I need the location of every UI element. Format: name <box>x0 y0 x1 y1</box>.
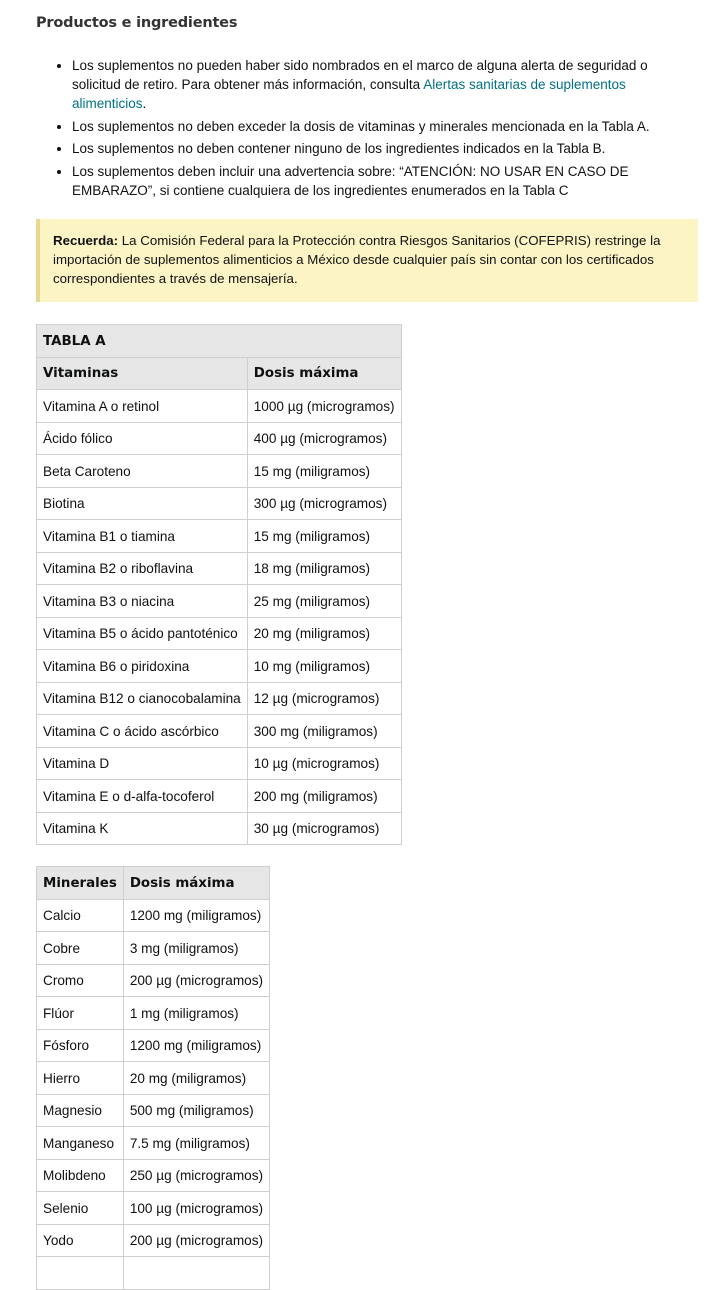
nutrient-name: Vitamina B2 o riboflavina <box>37 552 248 585</box>
nutrient-name: Selenio <box>37 1192 124 1225</box>
table-row <box>37 1192 270 1225</box>
max-dose: 1 mg (miligramos) <box>123 997 269 1030</box>
table-row <box>37 715 402 748</box>
vitamins-table <box>36 324 402 845</box>
table-row <box>37 1159 270 1192</box>
table-row <box>37 682 402 715</box>
table-row <box>37 552 402 585</box>
nutrient-name: Vitamina A o retinol <box>37 390 248 423</box>
table-row <box>37 1029 270 1062</box>
supplement-alerts-link[interactable]: Alertas sanitarias de suplementos alimenticios <box>72 77 626 111</box>
max-dose: 15 mg (miligramos) <box>247 455 401 488</box>
table-row <box>37 1257 270 1290</box>
nutrient-name: Yodo <box>37 1224 124 1257</box>
max-dose: 1200 mg (miligramos) <box>123 899 269 932</box>
table-row <box>37 1062 270 1095</box>
max-dose: 3 mg (miligramos) <box>123 932 269 965</box>
nutrient-name: Manganeso <box>37 1127 124 1160</box>
nutrient-name: Biotina <box>37 487 248 520</box>
table-row <box>37 997 270 1030</box>
nutrient-name: Vitamina B12 o cianocobalamina <box>37 682 248 715</box>
max-dose: 12 µg (microgramos) <box>247 682 401 715</box>
table-row <box>37 812 402 845</box>
table-row <box>37 780 402 813</box>
table-row <box>37 964 270 997</box>
table-row <box>37 422 402 455</box>
table-row <box>37 390 402 423</box>
table-row <box>37 1127 270 1160</box>
reminder-notice <box>36 219 698 303</box>
column-header: Vitaminas <box>37 357 248 390</box>
max-dose: 500 mg (miligramos) <box>123 1094 269 1127</box>
max-dose: 200 µg (microgramos) <box>123 964 269 997</box>
table-row <box>37 747 402 780</box>
list-item: • Los suplementos no deben contener ninguno de los ingredientes indicados en la Tabla B. <box>72 139 698 158</box>
max-dose: 100 µg (microgramos) <box>123 1192 269 1225</box>
max-dose: 25 mg (miligramos) <box>247 585 401 618</box>
max-dose: 20 mg (miligramos) <box>247 617 401 650</box>
nutrient-name: Beta Caroteno <box>37 455 248 488</box>
table-caption: TABLA A <box>37 325 402 358</box>
column-header: Dosis máxima <box>123 867 269 900</box>
table-row <box>37 899 270 932</box>
nutrient-name: Magnesio <box>37 1094 124 1127</box>
max-dose: 10 mg (miligramos) <box>247 650 401 683</box>
nutrient-name: Vitamina D <box>37 747 248 780</box>
nutrient-name: Vitamina B3 o niacina <box>37 585 248 618</box>
table-row <box>37 585 402 618</box>
max-dose: 30 µg (microgramos) <box>247 812 401 845</box>
table-row <box>37 487 402 520</box>
nutrient-name: Vitamina E o d-alfa-tocoferol <box>37 780 248 813</box>
max-dose: 400 µg (microgramos) <box>247 422 401 455</box>
max-dose: 10 µg (microgramos) <box>247 747 401 780</box>
table-row <box>37 1094 270 1127</box>
list-item <box>72 56 698 113</box>
requirements-list <box>36 56 698 200</box>
notice-text: La Comisión Federal para la Protección contra Riesgos Sanitarios (COFEPRIS) restringe la importación de suplementos alimenticios a México desde cualquier país sin contar con los certificados correspondientes a través de mensajería. <box>53 232 661 287</box>
max-dose: 7.5 mg (miligramos) <box>123 1127 269 1160</box>
column-header: Minerales <box>37 867 124 900</box>
list-item: • Los suplementos no deben exceder la dosis de vitaminas y minerales mencionada en la Tabla A. <box>72 117 698 136</box>
max-dose: 300 µg (microgramos) <box>247 487 401 520</box>
minerals-table <box>36 866 270 1290</box>
max-dose: 1000 µg (microgramos) <box>247 390 401 423</box>
nutrient-name: Hierro <box>37 1062 124 1095</box>
max-dose: 20 mg (miligramos) <box>123 1062 269 1095</box>
nutrient-name: Cobre <box>37 932 124 965</box>
nutrient-name: Vitamina B1 o tiamina <box>37 520 248 553</box>
nutrient-name: Flúor <box>37 997 124 1030</box>
max-dose: 250 µg (microgramos) <box>123 1159 269 1192</box>
nutrient-name: Vitamina B5 o ácido pantoténico <box>37 617 248 650</box>
nutrient-name: Vitamina B6 o piridoxina <box>37 650 248 683</box>
nutrient-name: Fósforo <box>37 1029 124 1062</box>
table-row <box>37 455 402 488</box>
nutrient-name <box>37 1257 124 1290</box>
table-row <box>37 1224 270 1257</box>
max-dose: 200 µg (microgramos) <box>123 1224 269 1257</box>
max-dose: 200 mg (miligramos) <box>247 780 401 813</box>
bullet-text: Los suplementos no pueden haber sido nombrados en el marco de alguna alerta de seguridad o solicitud de retiro. Para obtener más información, consulta <box>72 58 648 92</box>
table-row <box>37 650 402 683</box>
column-header: Dosis máxima <box>247 357 401 390</box>
list-item: • Los suplementos deben incluir una advertencia sobre: “ATENCIÓN: NO USAR EN CASO DE EMBARAZO”, si contiene cualquiera de los ingredientes enumerados en la Tabla C <box>72 162 698 200</box>
max-dose: 300 mg (miligramos) <box>247 715 401 748</box>
max-dose: 15 mg (miligramos) <box>247 520 401 553</box>
nutrient-name: Cromo <box>37 964 124 997</box>
nutrient-name: Vitamina C o ácido ascórbico <box>37 715 248 748</box>
table-row <box>37 617 402 650</box>
nutrient-name: Calcio <box>37 899 124 932</box>
section-title: Productos e ingredientes <box>36 15 238 31</box>
max-dose: 1200 mg (miligramos) <box>123 1029 269 1062</box>
notice-label: Recuerda: <box>53 232 119 248</box>
max-dose <box>123 1257 269 1290</box>
table-row <box>37 520 402 553</box>
bullet-text: . <box>142 96 147 111</box>
table-row <box>37 932 270 965</box>
nutrient-name: Ácido fólico <box>37 422 248 455</box>
nutrient-name: Molibdeno <box>37 1159 124 1192</box>
max-dose: 18 mg (miligramos) <box>247 552 401 585</box>
nutrient-name: Vitamina K <box>37 812 248 845</box>
